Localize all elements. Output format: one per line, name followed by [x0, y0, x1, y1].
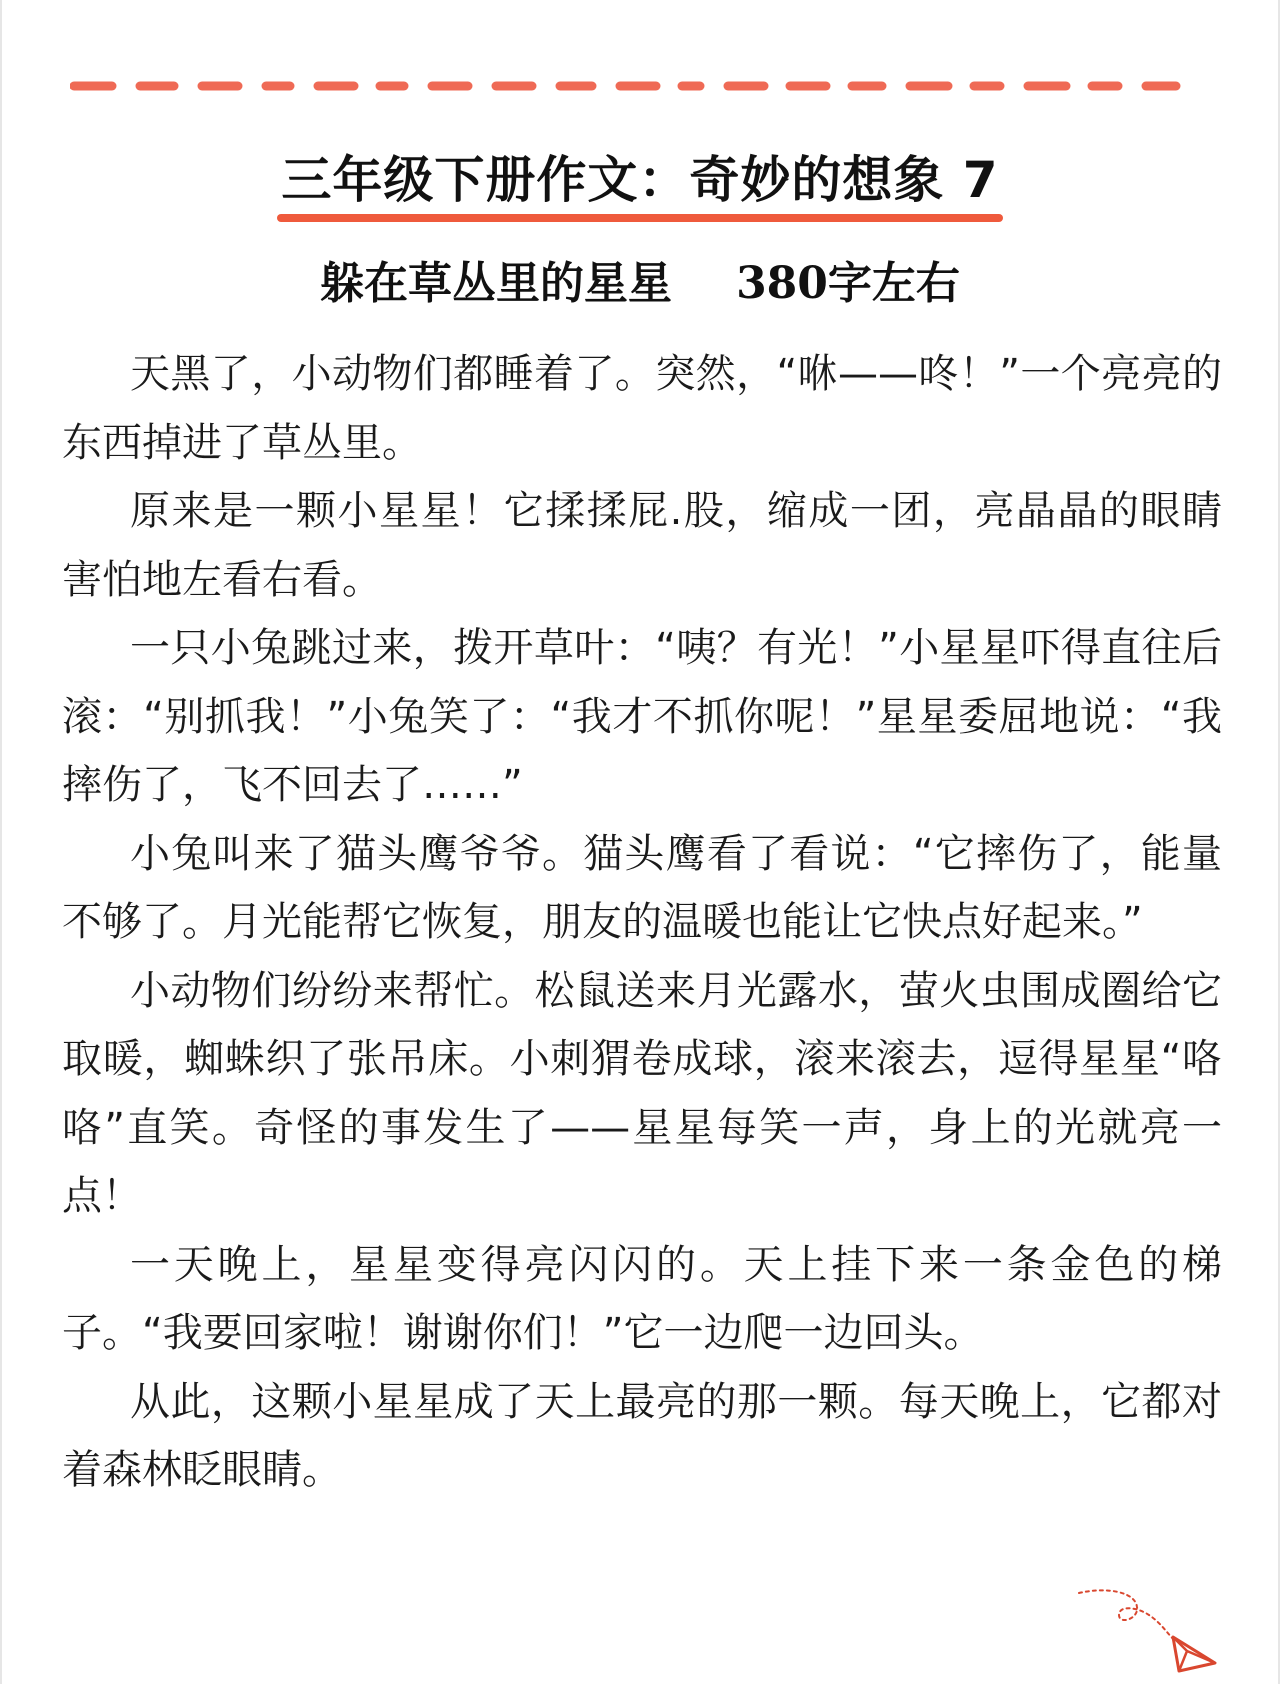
essay-heading	[0, 254, 1280, 314]
paper-plane-icon	[1075, 1585, 1225, 1675]
page-title-text: 三年级下册作文：奇妙的想象 7	[281, 151, 999, 209]
page-title	[277, 148, 1002, 218]
paragraph: 一天晚上，星星变得亮闪闪的。天上挂下来一条金色的梯子。“我要回家啦！谢谢你们！”它一边爬一边回头。	[62, 1241, 1222, 1356]
paragraph: 小兔叫来了猫头鹰爷爷。猫头鹰看了看说：“它摔伤了，能量不够了。月光能帮它恢复，朋友的温暖也能让它快点好起来。”	[62, 830, 1222, 945]
paragraph: 天黑了，小动物们都睡着了。突然，“咻——咚！”一个亮亮的东西掉进了草丛里。	[62, 351, 1222, 466]
essay-title: 躲在草丛里的星星	[320, 258, 673, 309]
word-count: 380字左右	[736, 258, 960, 309]
title-container	[0, 148, 1280, 218]
paragraph: 原来是一颗小星星！它揉揉屁.股，缩成一团，亮晶晶的眼睛害怕地左看右看。	[62, 488, 1222, 603]
left-border	[0, 0, 2, 1684]
title-underline	[277, 214, 1002, 222]
dashed-decoration	[70, 78, 1210, 94]
paragraph: 一只小兔跳过来，拨开草叶：“咦？有光！”小星星吓得直往后滚：“别抓我！”小兔笑了：“我才不抓你呢！”星星委屈地说：“我摔伤了，飞不回去了……”	[62, 625, 1222, 808]
essay-body	[62, 340, 1222, 1505]
paragraph: 小动物们纷纷来帮忙。松鼠送来月光露水，萤火虫围成圈给它取暖，蜘蛛织了张吊床。小刺猬卷成球，滚来滚去，逗得星星“咯咯”直笑。奇怪的事发生了——星星每笑一声，身上的光就亮一点！	[62, 967, 1222, 1219]
paragraph: 从此，这颗小星星成了天上最亮的那一颗。每天晚上，它都对着森林眨眼睛。	[62, 1378, 1222, 1493]
